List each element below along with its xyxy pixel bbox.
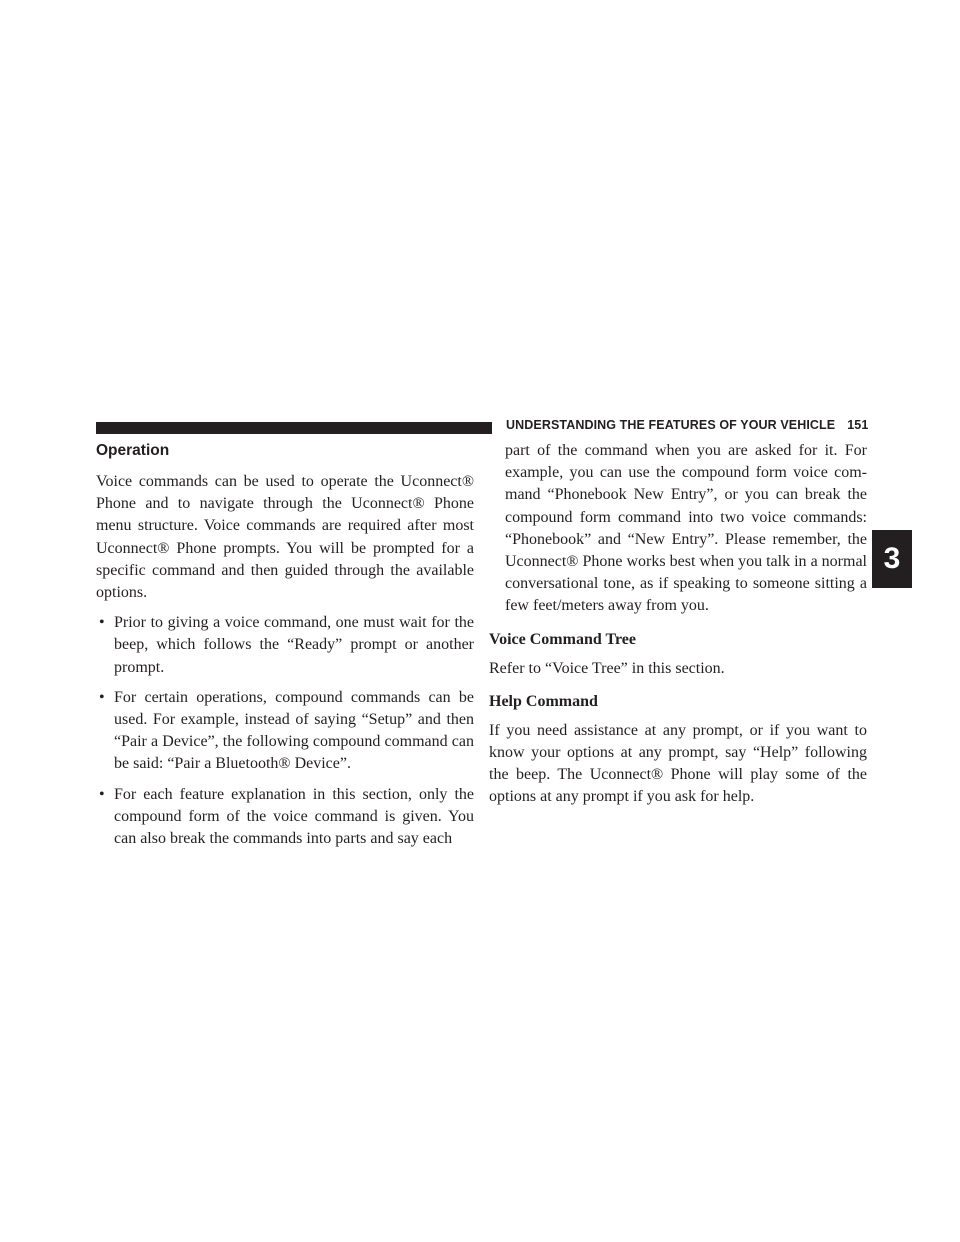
intro-paragraph: Voice commands can be used to operate the Uconnect® Phone and to navigate through the Uconnect® Phone menu structure. Voice commands are required after most Uconnect® Phone prompts. You will be prompted for a specific command and then guided through the available options. bbox=[96, 473, 474, 602]
header-rule bbox=[96, 422, 492, 434]
list-item bbox=[96, 687, 474, 776]
bullet-list bbox=[96, 612, 474, 850]
list-item-text: Prior to giving a voice command, one must wait for the beep, which follows the “Ready” prompt or another prompt. bbox=[114, 614, 474, 676]
bullet-icon: • bbox=[99, 785, 105, 803]
section-title: UNDERSTANDING THE FEATURES OF YOUR VEHICLE bbox=[506, 418, 836, 432]
running-header bbox=[506, 418, 869, 432]
voice-command-tree-text: Refer to “Voice Tree” in this section. bbox=[489, 659, 725, 677]
help-command-heading: Help Command bbox=[489, 692, 598, 710]
chapter-tab: 3 bbox=[872, 530, 912, 588]
operation-heading: Operation bbox=[96, 442, 170, 459]
list-item bbox=[96, 612, 474, 679]
list-item bbox=[96, 784, 474, 851]
list-item-text: For each feature explanation in this section, only the compound form of the voice command is given. You can also break the commands into parts and say each bbox=[114, 785, 474, 848]
voice-command-tree-heading: Voice Command Tree bbox=[489, 630, 636, 648]
bullet-icon: • bbox=[99, 614, 105, 632]
help-command-text: If you need assistance at any prompt, or if you want to know your options at any prompt, say “Help” following the beep. The Uconnect® Phone will play some of the options at any prompt if you ask for help. bbox=[489, 721, 867, 806]
left-column bbox=[96, 440, 474, 858]
right-column bbox=[489, 440, 867, 813]
continued-paragraph: part of the command when you are asked for it. For example, you can use the compound form voice com- mand “Phonebook New Entry”, or you can break the compound form command into two voice commands: “Phonebook” and “New Entry”. Please remember, the Uconnect® Phone works best when you talk in a normal conversational tone, as if speaking to someone sitting a few feet/meters away from you. bbox=[505, 442, 867, 615]
page-number: 151 bbox=[847, 418, 869, 432]
list-item-text: For certain operations, compound commands can be used. For example, instead of saying “Setup” and then “Pair a Device”, the following compound command can be said: “Pair a Bluetooth® Device”. bbox=[114, 688, 474, 773]
bullet-icon: • bbox=[99, 688, 105, 706]
